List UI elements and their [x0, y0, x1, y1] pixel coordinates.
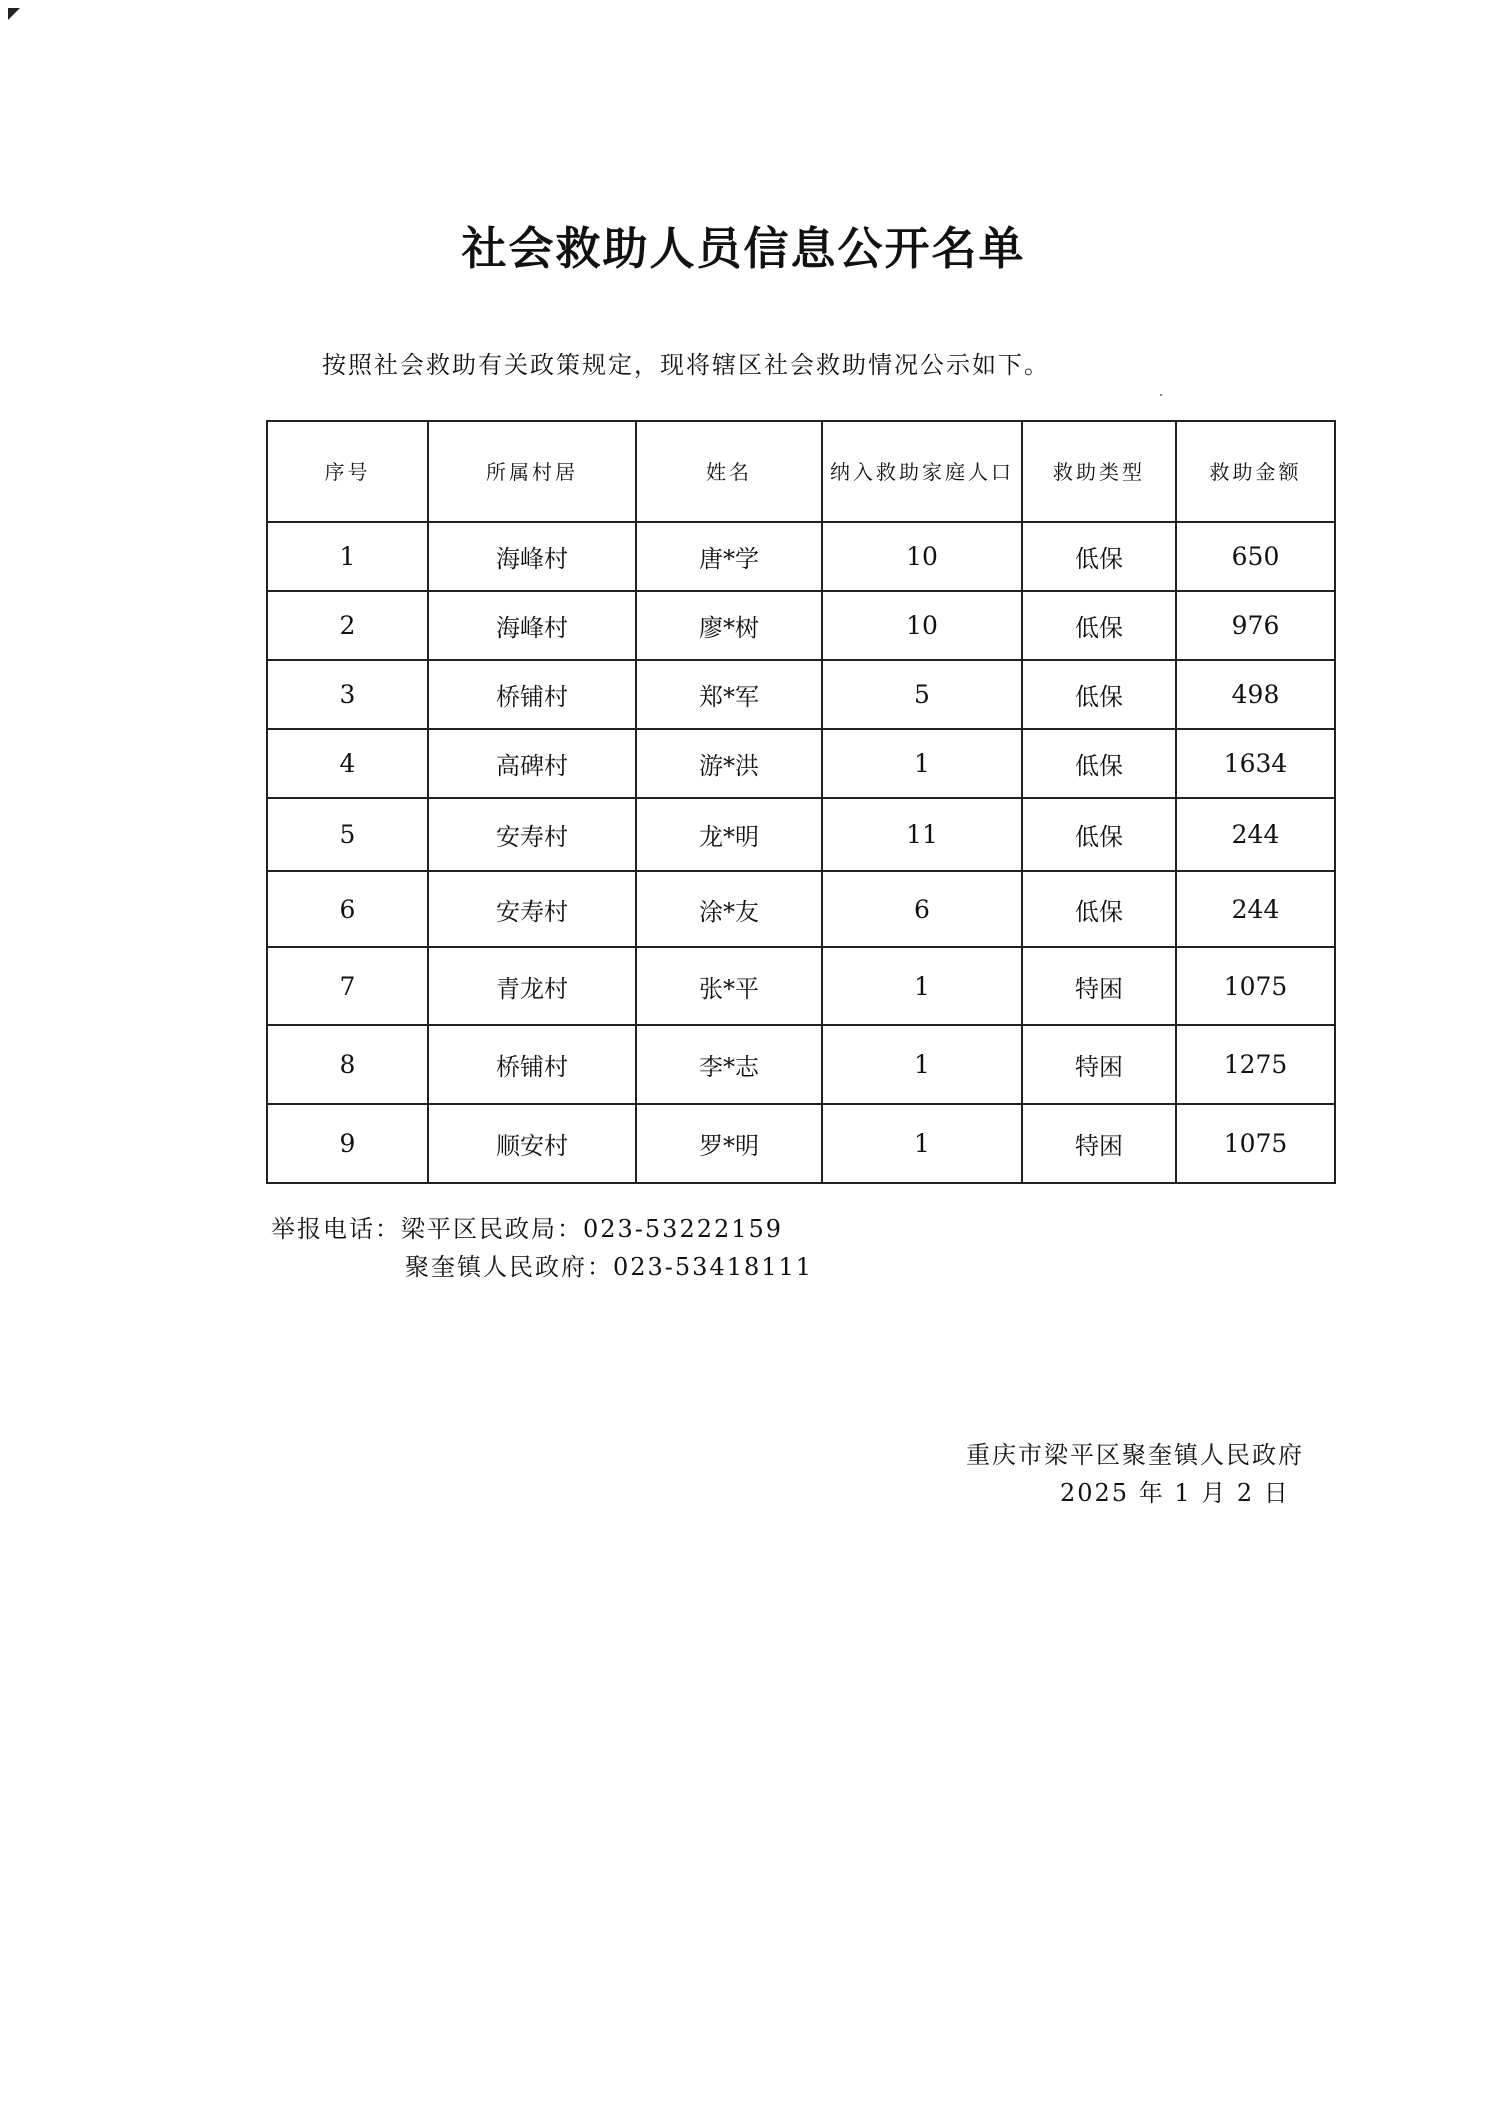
cell-relief-type: 低保 — [1022, 591, 1176, 660]
cell-relief-amount: 1634 — [1176, 729, 1335, 798]
table-header-row — [267, 421, 1335, 522]
cell-relief-amount: 244 — [1176, 798, 1335, 871]
cell-name: 游*洪 — [636, 729, 822, 798]
cell-relief-type: 低保 — [1022, 798, 1176, 871]
issue-date: 2025 年 1 月 2 日 — [1060, 1479, 1290, 1507]
cell-serial: 9 — [267, 1104, 428, 1183]
header-village: 所属村居 — [428, 421, 636, 522]
issuer-organization: 重庆市梁平区聚奎镇人民政府 — [966, 1441, 1304, 1469]
cell-serial: 7 — [267, 947, 428, 1025]
cell-household-size: 1 — [822, 1104, 1022, 1183]
cell-village: 海峰村 — [428, 591, 636, 660]
cell-serial: 3 — [267, 660, 428, 729]
report-hotline-block — [271, 1210, 813, 1286]
cell-relief-amount: 976 — [1176, 591, 1335, 660]
cell-household-size: 6 — [822, 871, 1022, 947]
cell-household-size: 1 — [822, 729, 1022, 798]
header-name: 姓名 — [636, 421, 822, 522]
cell-name: 李*志 — [636, 1025, 822, 1104]
table-row — [267, 871, 1335, 947]
cell-village: 安寿村 — [428, 798, 636, 871]
cell-name: 龙*明 — [636, 798, 822, 871]
header-serial-number: 序号 — [267, 421, 428, 522]
relief-recipients-table — [266, 420, 1336, 1184]
cell-relief-type: 低保 — [1022, 871, 1176, 947]
cell-relief-type: 低保 — [1022, 522, 1176, 591]
cell-household-size: 5 — [822, 660, 1022, 729]
cell-relief-amount: 1275 — [1176, 1025, 1335, 1104]
cell-relief-amount: 244 — [1176, 871, 1335, 947]
header-household-size: 纳入救助家庭人口 — [822, 421, 1022, 522]
cell-relief-amount: 650 — [1176, 522, 1335, 591]
cell-relief-type: 低保 — [1022, 660, 1176, 729]
cell-name: 涂*友 — [636, 871, 822, 947]
intro-paragraph: 按照社会救助有关政策规定，现将辖区社会救助情况公示如下。 — [322, 351, 1050, 379]
table-row — [267, 522, 1335, 591]
cell-relief-amount: 1075 — [1176, 947, 1335, 1025]
header-relief-type: 救助类型 — [1022, 421, 1176, 522]
table-row — [267, 947, 1335, 1025]
cell-village: 桥铺村 — [428, 660, 636, 729]
cell-household-size: 1 — [822, 947, 1022, 1025]
cell-serial: 8 — [267, 1025, 428, 1104]
report-hotline-town-government: 聚奎镇人民政府：023-53418111 — [405, 1253, 814, 1281]
cell-household-size: 11 — [822, 798, 1022, 871]
page-title: 社会救助人员信息公开名单 — [461, 222, 1026, 275]
cell-relief-type: 特困 — [1022, 1025, 1176, 1104]
cell-name: 张*平 — [636, 947, 822, 1025]
cell-relief-type: 特困 — [1022, 1104, 1176, 1183]
cell-village: 青龙村 — [428, 947, 636, 1025]
cell-household-size: 1 — [822, 1025, 1022, 1104]
scan-speck — [1160, 394, 1162, 396]
cell-name: 郑*军 — [636, 660, 822, 729]
cell-name: 廖*树 — [636, 591, 822, 660]
cell-serial: 5 — [267, 798, 428, 871]
cell-serial: 4 — [267, 729, 428, 798]
table-row — [267, 1104, 1335, 1183]
cell-relief-amount: 1075 — [1176, 1104, 1335, 1183]
cell-name: 罗*明 — [636, 1104, 822, 1183]
cell-household-size: 10 — [822, 522, 1022, 591]
table-row — [267, 729, 1335, 798]
cell-relief-type: 特困 — [1022, 947, 1176, 1025]
cell-relief-type: 低保 — [1022, 729, 1176, 798]
cell-serial: 2 — [267, 591, 428, 660]
cell-serial: 6 — [267, 871, 428, 947]
table-row — [267, 798, 1335, 871]
cell-village: 顺安村 — [428, 1104, 636, 1183]
scan-corner-mark — [8, 8, 20, 20]
cell-household-size: 10 — [822, 591, 1022, 660]
report-hotline-civil-affairs: 举报电话：梁平区民政局：023-53222159 — [271, 1215, 784, 1243]
cell-serial: 1 — [267, 522, 428, 591]
cell-name: 唐*学 — [636, 522, 822, 591]
cell-village: 高碑村 — [428, 729, 636, 798]
table-row — [267, 1025, 1335, 1104]
cell-relief-amount: 498 — [1176, 660, 1335, 729]
cell-village: 海峰村 — [428, 522, 636, 591]
issuer-signature-block — [966, 1436, 1304, 1512]
table-row — [267, 660, 1335, 729]
cell-village: 安寿村 — [428, 871, 636, 947]
header-relief-amount: 救助金额 — [1176, 421, 1335, 522]
table-row — [267, 591, 1335, 660]
cell-village: 桥铺村 — [428, 1025, 636, 1104]
